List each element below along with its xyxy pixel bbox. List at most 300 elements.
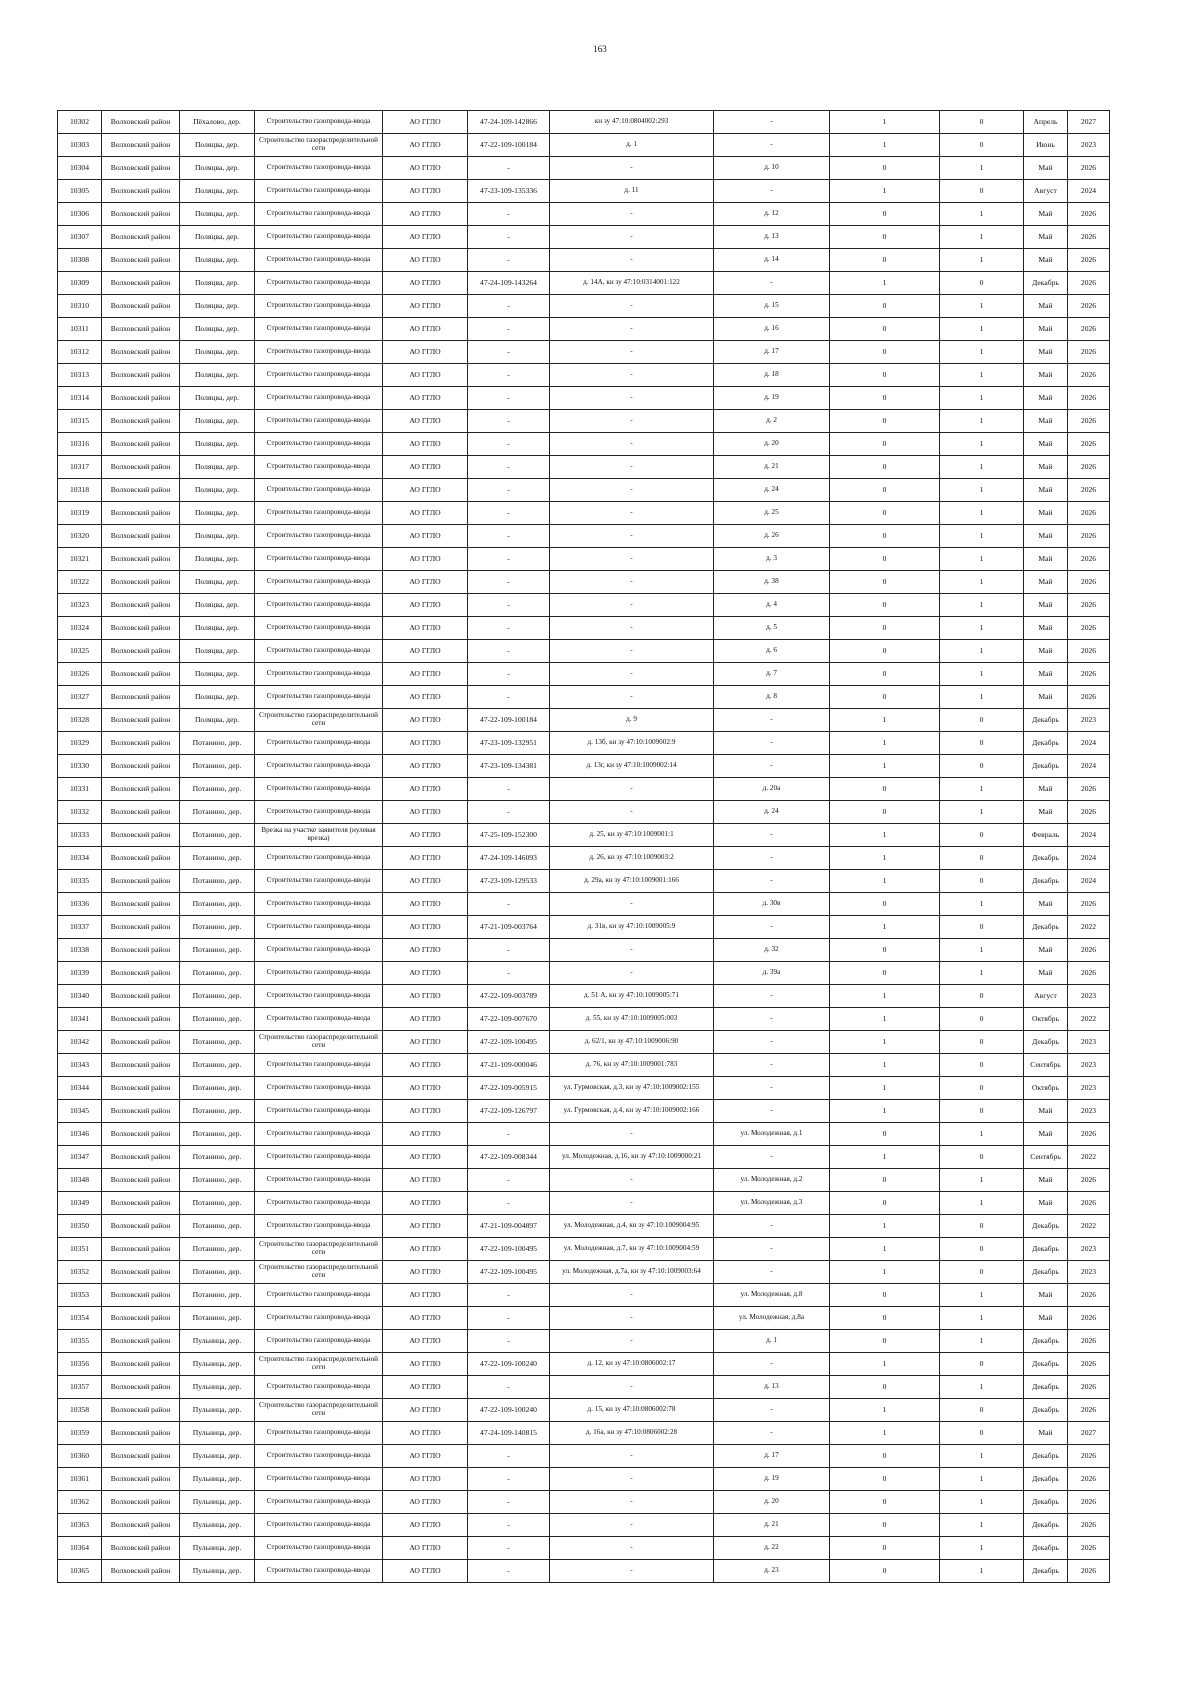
count-planned-cell: 0 (940, 180, 1024, 203)
table-row (58, 1422, 1110, 1445)
table-row (58, 571, 1110, 594)
organization-cell: АО ГГЛО (383, 640, 468, 663)
year-cell: 2026 (1068, 364, 1110, 387)
district-cell: Волховский район (102, 640, 180, 663)
address-contracted-cell: - (550, 525, 714, 548)
count-contracted-cell: 1 (830, 272, 940, 295)
count-planned-cell: 1 (940, 962, 1024, 985)
district-cell: Волховский район (102, 617, 180, 640)
organization-cell: АО ГГЛО (383, 387, 468, 410)
contract-number-cell: - (468, 1307, 550, 1330)
settlement-cell: Поляцва, дер. (180, 364, 255, 387)
table-row (58, 1008, 1110, 1031)
address-contracted-cell: - (550, 1284, 714, 1307)
address-planned-cell: - (714, 180, 830, 203)
settlement-cell: Поляцва, дер. (180, 456, 255, 479)
organization-cell: АО ГГЛО (383, 226, 468, 249)
address-contracted-cell: д. 13г, кн зу 47:10:1009002:14 (550, 755, 714, 778)
address-contracted-cell: ул. Молодежная, д.7, кн зу 47:10:1009004:59 (550, 1238, 714, 1261)
address-contracted-cell: ул. Гурмовская, д.3, кн зу 47:10:1009002:155 (550, 1077, 714, 1100)
work-type-cell: Строительство газопровода-ввода (255, 318, 383, 341)
count-planned-cell: 1 (940, 341, 1024, 364)
table-row (58, 318, 1110, 341)
count-contracted-cell: 0 (830, 1192, 940, 1215)
count-contracted-cell: 0 (830, 410, 940, 433)
work-type-cell: Строительство газопровода-ввода (255, 433, 383, 456)
month-cell: Декабрь (1024, 916, 1068, 939)
contract-number-cell: - (468, 157, 550, 180)
row-number-cell: 10337 (58, 916, 102, 939)
organization-cell: АО ГГЛО (383, 525, 468, 548)
count-contracted-cell: 1 (830, 870, 940, 893)
table-row (58, 249, 1110, 272)
count-contracted-cell: 0 (830, 502, 940, 525)
address-planned-cell: д. 38 (714, 571, 830, 594)
year-cell: 2026 (1068, 272, 1110, 295)
table-row (58, 226, 1110, 249)
year-cell: 2023 (1068, 1261, 1110, 1284)
address-planned-cell: ул. Молодежная, д.1 (714, 1123, 830, 1146)
contract-number-cell: 47-24-109-146093 (468, 847, 550, 870)
district-cell: Волховский район (102, 1192, 180, 1215)
row-number-cell: 10344 (58, 1077, 102, 1100)
row-number-cell: 10345 (58, 1100, 102, 1123)
count-contracted-cell: 0 (830, 1468, 940, 1491)
work-type-cell: Строительство газопровода-ввода (255, 502, 383, 525)
address-planned-cell: д. 5 (714, 617, 830, 640)
year-cell: 2026 (1068, 157, 1110, 180)
count-contracted-cell: 1 (830, 916, 940, 939)
district-cell: Волховский район (102, 1399, 180, 1422)
address-contracted-cell: - (550, 778, 714, 801)
address-planned-cell: - (714, 1146, 830, 1169)
table-row (58, 111, 1110, 134)
address-planned-cell: д. 6 (714, 640, 830, 663)
count-planned-cell: 1 (940, 295, 1024, 318)
contract-number-cell: 47-22-109-005915 (468, 1077, 550, 1100)
organization-cell: АО ГГЛО (383, 1008, 468, 1031)
settlement-cell: Пульница, дер. (180, 1514, 255, 1537)
table-row (58, 778, 1110, 801)
row-number-cell: 10354 (58, 1307, 102, 1330)
work-type-cell: Врезка на участке заявителя (нулевая врезка) (255, 824, 383, 847)
table-row (58, 387, 1110, 410)
address-planned-cell: д. 21 (714, 1514, 830, 1537)
year-cell: 2026 (1068, 456, 1110, 479)
address-contracted-cell: д. 1 (550, 134, 714, 157)
settlement-cell: Пульница, дер. (180, 1560, 255, 1583)
settlement-cell: Поляцва, дер. (180, 249, 255, 272)
month-cell: Декабрь (1024, 1537, 1068, 1560)
year-cell: 2026 (1068, 617, 1110, 640)
settlement-cell: Поляцва, дер. (180, 594, 255, 617)
district-cell: Волховский район (102, 548, 180, 571)
count-planned-cell: 0 (940, 1238, 1024, 1261)
table-row (58, 847, 1110, 870)
organization-cell: АО ГГЛО (383, 847, 468, 870)
contract-number-cell: - (468, 249, 550, 272)
month-cell: Декабрь (1024, 1445, 1068, 1468)
month-cell: Декабрь (1024, 1376, 1068, 1399)
work-type-cell: Строительство газопровода-ввода (255, 617, 383, 640)
row-number-cell: 10324 (58, 617, 102, 640)
district-cell: Волховский район (102, 801, 180, 824)
work-type-cell: Строительство газораспределительной сети (255, 134, 383, 157)
settlement-cell: Потанино, дер. (180, 1192, 255, 1215)
address-planned-cell: д. 20 (714, 433, 830, 456)
district-cell: Волховский район (102, 663, 180, 686)
address-contracted-cell: - (550, 893, 714, 916)
settlement-cell: Поляцва, дер. (180, 272, 255, 295)
district-cell: Волховский район (102, 272, 180, 295)
address-contracted-cell: - (550, 479, 714, 502)
work-type-cell: Строительство газопровода-ввода (255, 1560, 383, 1583)
count-contracted-cell: 1 (830, 1422, 940, 1445)
count-planned-cell: 1 (940, 617, 1024, 640)
organization-cell: АО ГГЛО (383, 824, 468, 847)
organization-cell: АО ГГЛО (383, 1100, 468, 1123)
count-contracted-cell: 0 (830, 364, 940, 387)
year-cell: 2026 (1068, 1468, 1110, 1491)
address-contracted-cell: - (550, 249, 714, 272)
count-contracted-cell: 0 (830, 341, 940, 364)
count-planned-cell: 0 (940, 1054, 1024, 1077)
contract-number-cell: - (468, 1192, 550, 1215)
address-planned-cell: - (714, 1008, 830, 1031)
count-planned-cell: 1 (940, 433, 1024, 456)
year-cell: 2026 (1068, 594, 1110, 617)
address-contracted-cell: д. 12, кн зу 47:10:0806002:17 (550, 1353, 714, 1376)
contract-number-cell: - (468, 801, 550, 824)
organization-cell: АО ГГЛО (383, 939, 468, 962)
address-planned-cell: д. 19 (714, 1468, 830, 1491)
row-number-cell: 10361 (58, 1468, 102, 1491)
month-cell: Май (1024, 525, 1068, 548)
table-row (58, 203, 1110, 226)
district-cell: Волховский район (102, 893, 180, 916)
contract-number-cell: - (468, 387, 550, 410)
count-contracted-cell: 0 (830, 1537, 940, 1560)
month-cell: Май (1024, 686, 1068, 709)
address-planned-cell: - (714, 755, 830, 778)
settlement-cell: Пёхалово, дер. (180, 111, 255, 134)
district-cell: Волховский район (102, 157, 180, 180)
count-contracted-cell: 1 (830, 111, 940, 134)
organization-cell: АО ГГЛО (383, 801, 468, 824)
table-row (58, 893, 1110, 916)
count-contracted-cell: 0 (830, 548, 940, 571)
address-planned-cell: д. 13 (714, 1376, 830, 1399)
table-body (58, 111, 1110, 1583)
year-cell: 2022 (1068, 916, 1110, 939)
settlement-cell: Поляцва, дер. (180, 571, 255, 594)
organization-cell: АО ГГЛО (383, 410, 468, 433)
contract-number-cell: 47-22-109-126797 (468, 1100, 550, 1123)
page-number: 163 (593, 44, 607, 54)
settlement-cell: Пульница, дер. (180, 1445, 255, 1468)
address-contracted-cell: - (550, 1169, 714, 1192)
count-contracted-cell: 0 (830, 640, 940, 663)
month-cell: Май (1024, 318, 1068, 341)
work-type-cell: Строительство газораспределительной сети (255, 1261, 383, 1284)
month-cell: Декабрь (1024, 1491, 1068, 1514)
work-type-cell: Строительство газопровода-ввода (255, 1422, 383, 1445)
address-planned-cell: - (714, 1353, 830, 1376)
contract-number-cell: - (468, 203, 550, 226)
district-cell: Волховский район (102, 755, 180, 778)
organization-cell: АО ГГЛО (383, 1491, 468, 1514)
organization-cell: АО ГГЛО (383, 157, 468, 180)
address-planned-cell: - (714, 134, 830, 157)
address-planned-cell: д. 13 (714, 226, 830, 249)
address-planned-cell: д. 17 (714, 341, 830, 364)
settlement-cell: Потанино, дер. (180, 985, 255, 1008)
settlement-cell: Потанино, дер. (180, 939, 255, 962)
count-planned-cell: 1 (940, 249, 1024, 272)
address-contracted-cell: - (550, 410, 714, 433)
table-row (58, 985, 1110, 1008)
month-cell: Май (1024, 1123, 1068, 1146)
organization-cell: АО ГГЛО (383, 479, 468, 502)
count-contracted-cell: 0 (830, 939, 940, 962)
month-cell: Май (1024, 571, 1068, 594)
settlement-cell: Потанино, дер. (180, 870, 255, 893)
address-planned-cell: д. 23 (714, 1560, 830, 1583)
address-contracted-cell: - (550, 1307, 714, 1330)
settlement-cell: Поляцва, дер. (180, 341, 255, 364)
district-cell: Волховский район (102, 1031, 180, 1054)
work-type-cell: Строительство газопровода-ввода (255, 1215, 383, 1238)
organization-cell: АО ГГЛО (383, 732, 468, 755)
address-planned-cell: д. 24 (714, 479, 830, 502)
district-cell: Волховский район (102, 1537, 180, 1560)
work-type-cell: Строительство газопровода-ввода (255, 1445, 383, 1468)
row-number-cell: 10363 (58, 1514, 102, 1537)
contract-number-cell: 47-22-109-100184 (468, 709, 550, 732)
year-cell: 2026 (1068, 1560, 1110, 1583)
address-contracted-cell: - (550, 1560, 714, 1583)
contract-number-cell: - (468, 939, 550, 962)
month-cell: Май (1024, 594, 1068, 617)
district-cell: Волховский район (102, 1146, 180, 1169)
row-number-cell: 10348 (58, 1169, 102, 1192)
organization-cell: АО ГГЛО (383, 203, 468, 226)
count-contracted-cell: 0 (830, 1123, 940, 1146)
address-contracted-cell: - (550, 939, 714, 962)
district-cell: Волховский район (102, 1054, 180, 1077)
work-type-cell: Строительство газопровода-ввода (255, 1468, 383, 1491)
count-planned-cell: 1 (940, 1560, 1024, 1583)
district-cell: Волховский район (102, 341, 180, 364)
count-planned-cell: 0 (940, 1353, 1024, 1376)
count-contracted-cell: 0 (830, 1445, 940, 1468)
address-planned-cell: - (714, 1215, 830, 1238)
count-planned-cell: 1 (940, 1330, 1024, 1353)
count-planned-cell: 0 (940, 1422, 1024, 1445)
table-row (58, 755, 1110, 778)
organization-cell: АО ГГЛО (383, 1054, 468, 1077)
work-type-cell: Строительство газопровода-ввода (255, 111, 383, 134)
settlement-cell: Поляцва, дер. (180, 180, 255, 203)
work-type-cell: Строительство газопровода-ввода (255, 157, 383, 180)
settlement-cell: Потанино, дер. (180, 1261, 255, 1284)
work-type-cell: Строительство газопровода-ввода (255, 295, 383, 318)
table-row (58, 686, 1110, 709)
district-cell: Волховский район (102, 410, 180, 433)
count-planned-cell: 1 (940, 1468, 1024, 1491)
table-row (58, 1238, 1110, 1261)
work-type-cell: Строительство газопровода-ввода (255, 1123, 383, 1146)
district-cell: Волховский район (102, 1284, 180, 1307)
table-row (58, 364, 1110, 387)
work-type-cell: Строительство газопровода-ввода (255, 341, 383, 364)
count-contracted-cell: 0 (830, 456, 940, 479)
year-cell: 2026 (1068, 203, 1110, 226)
work-type-cell: Строительство газопровода-ввода (255, 663, 383, 686)
address-planned-cell: - (714, 1077, 830, 1100)
address-planned-cell: - (714, 111, 830, 134)
month-cell: Апрель (1024, 111, 1068, 134)
table-row (58, 134, 1110, 157)
year-cell: 2026 (1068, 686, 1110, 709)
table-row (58, 295, 1110, 318)
count-planned-cell: 1 (940, 1376, 1024, 1399)
month-cell: Май (1024, 479, 1068, 502)
address-planned-cell: ул. Молодежная, д.8 (714, 1284, 830, 1307)
count-contracted-cell: 1 (830, 755, 940, 778)
settlement-cell: Потанино, дер. (180, 1284, 255, 1307)
table-row (58, 1376, 1110, 1399)
count-planned-cell: 0 (940, 272, 1024, 295)
organization-cell: АО ГГЛО (383, 709, 468, 732)
row-number-cell: 10342 (58, 1031, 102, 1054)
count-contracted-cell: 0 (830, 1307, 940, 1330)
address-contracted-cell: - (550, 1330, 714, 1353)
contract-number-cell: 47-21-109-003764 (468, 916, 550, 939)
address-contracted-cell: - (550, 571, 714, 594)
year-cell: 2026 (1068, 433, 1110, 456)
year-cell: 2026 (1068, 341, 1110, 364)
work-type-cell: Строительство газопровода-ввода (255, 180, 383, 203)
work-type-cell: Строительство газопровода-ввода (255, 985, 383, 1008)
month-cell: Декабрь (1024, 847, 1068, 870)
count-contracted-cell: 0 (830, 1376, 940, 1399)
district-cell: Волховский район (102, 1560, 180, 1583)
organization-cell: АО ГГЛО (383, 1031, 468, 1054)
count-planned-cell: 0 (940, 134, 1024, 157)
month-cell: Декабрь (1024, 755, 1068, 778)
address-planned-cell: - (714, 1100, 830, 1123)
table-row (58, 594, 1110, 617)
count-planned-cell: 0 (940, 1008, 1024, 1031)
district-cell: Волховский район (102, 824, 180, 847)
month-cell: Май (1024, 249, 1068, 272)
count-planned-cell: 1 (940, 939, 1024, 962)
work-type-cell: Строительство газопровода-ввода (255, 755, 383, 778)
row-number-cell: 10336 (58, 893, 102, 916)
settlement-cell: Потанино, дер. (180, 962, 255, 985)
year-cell: 2022 (1068, 1215, 1110, 1238)
count-planned-cell: 0 (940, 111, 1024, 134)
settlement-cell: Потанино, дер. (180, 1215, 255, 1238)
settlement-cell: Поляцва, дер. (180, 709, 255, 732)
year-cell: 2023 (1068, 1100, 1110, 1123)
count-contracted-cell: 1 (830, 732, 940, 755)
count-planned-cell: 1 (940, 594, 1024, 617)
settlement-cell: Потанино, дер. (180, 1100, 255, 1123)
month-cell: Май (1024, 617, 1068, 640)
organization-cell: АО ГГЛО (383, 617, 468, 640)
address-contracted-cell: д. 62/1, кн зу 47:10:1009006:90 (550, 1031, 714, 1054)
row-number-cell: 10333 (58, 824, 102, 847)
row-number-cell: 10353 (58, 1284, 102, 1307)
contract-number-cell: - (468, 1560, 550, 1583)
work-type-cell: Строительство газопровода-ввода (255, 1284, 383, 1307)
organization-cell: АО ГГЛО (383, 870, 468, 893)
table-row (58, 272, 1110, 295)
contract-number-cell: 47-22-109-100184 (468, 134, 550, 157)
count-contracted-cell: 0 (830, 1514, 940, 1537)
contract-number-cell: 47-22-109-100240 (468, 1353, 550, 1376)
count-contracted-cell: 0 (830, 1284, 940, 1307)
district-cell: Волховский район (102, 732, 180, 755)
contract-number-cell: - (468, 364, 550, 387)
count-contracted-cell: 0 (830, 893, 940, 916)
address-contracted-cell: - (550, 387, 714, 410)
work-type-cell: Строительство газопровода-ввода (255, 226, 383, 249)
work-type-cell: Строительство газораспределительной сети (255, 1238, 383, 1261)
row-number-cell: 10347 (58, 1146, 102, 1169)
table-row (58, 1123, 1110, 1146)
address-planned-cell: д. 20 (714, 1491, 830, 1514)
work-type-cell: Строительство газопровода-ввода (255, 916, 383, 939)
row-number-cell: 10310 (58, 295, 102, 318)
contract-number-cell: 47-22-109-100495 (468, 1238, 550, 1261)
district-cell: Волховский район (102, 939, 180, 962)
work-type-cell: Строительство газопровода-ввода (255, 1169, 383, 1192)
year-cell: 2024 (1068, 870, 1110, 893)
row-number-cell: 10357 (58, 1376, 102, 1399)
district-cell: Волховский район (102, 1077, 180, 1100)
work-type-cell: Строительство газопровода-ввода (255, 847, 383, 870)
work-type-cell: Строительство газораспределительной сети (255, 1031, 383, 1054)
address-planned-cell: д. 12 (714, 203, 830, 226)
settlement-cell: Поляцва, дер. (180, 157, 255, 180)
address-contracted-cell: - (550, 433, 714, 456)
address-contracted-cell: - (550, 1491, 714, 1514)
organization-cell: АО ГГЛО (383, 456, 468, 479)
organization-cell: АО ГГЛО (383, 916, 468, 939)
work-type-cell: Строительство газопровода-ввода (255, 456, 383, 479)
address-contracted-cell: д. 9 (550, 709, 714, 732)
row-number-cell: 10322 (58, 571, 102, 594)
organization-cell: АО ГГЛО (383, 1123, 468, 1146)
count-planned-cell: 1 (940, 502, 1024, 525)
district-cell: Волховский район (102, 479, 180, 502)
address-planned-cell: д. 21 (714, 456, 830, 479)
count-contracted-cell: 0 (830, 433, 940, 456)
work-type-cell: Строительство газопровода-ввода (255, 1146, 383, 1169)
organization-cell: АО ГГЛО (383, 594, 468, 617)
district-cell: Волховский район (102, 1261, 180, 1284)
work-type-cell: Строительство газопровода-ввода (255, 1537, 383, 1560)
district-cell: Волховский район (102, 847, 180, 870)
district-cell: Волховский район (102, 1169, 180, 1192)
month-cell: Май (1024, 893, 1068, 916)
row-number-cell: 10304 (58, 157, 102, 180)
count-planned-cell: 1 (940, 1537, 1024, 1560)
organization-cell: АО ГГЛО (383, 1169, 468, 1192)
